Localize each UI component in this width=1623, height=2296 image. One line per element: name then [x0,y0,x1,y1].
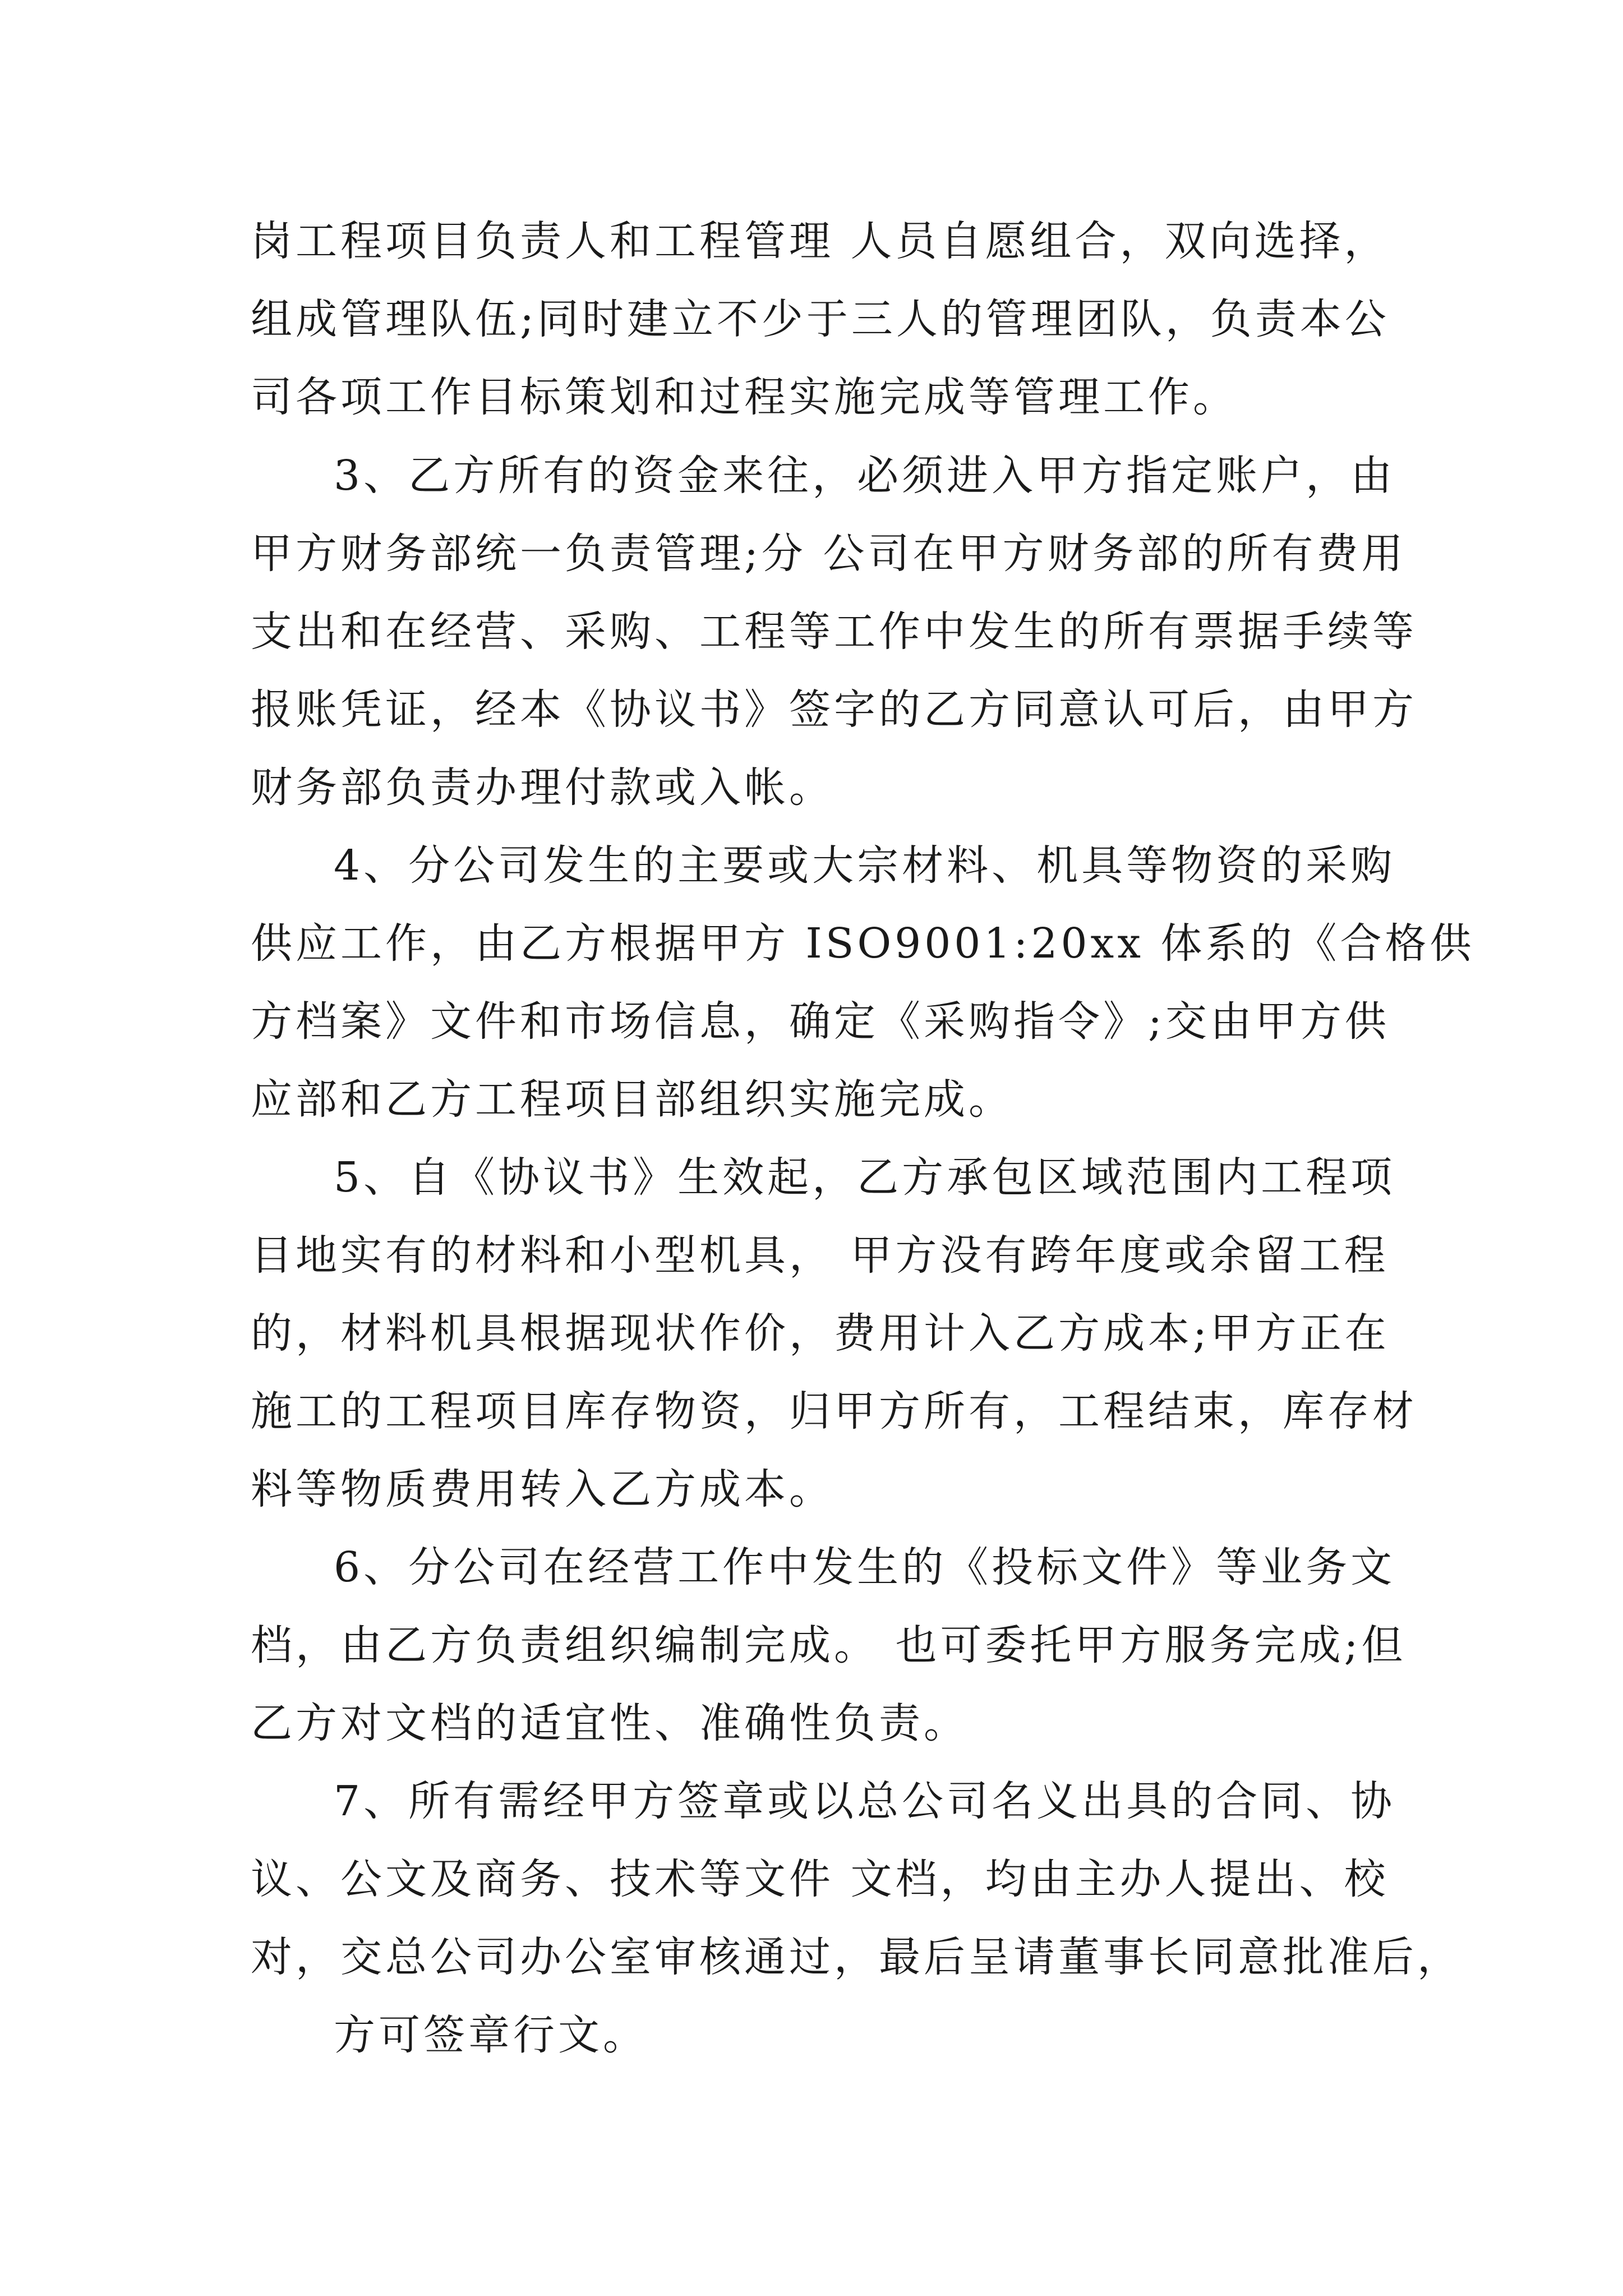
text-line: 甲方财务部统一负责管理;分 公司在甲方财务部的所有费用 [251,530,1407,578]
text-line: 对，交总公司办公室审核通过，最后呈请董事长同意批准后， [251,1933,1462,1981]
text-line: 岗工程项目负责人和工程管理 人员自愿组合，双向选择， [251,217,1389,265]
text-line: 报账凭证，经本《协议书》签字的乙方同意认可后，由甲方 [251,685,1417,734]
text-line: 的，材料机具根据现状作价，费用计入乙方成本;甲方正在 [251,1309,1390,1358]
paragraph-3-start: 3、乙方所有的资金来往，必须进入甲方指定账户，由 [334,452,1396,500]
text-line: 方可签章行文。 [334,2011,648,2059]
text-line: 财务部负责办理付款或入帐。 [251,763,834,812]
text-line: 议、公文及商务、技术等文件 文档，均由主办人提出、校 [251,1855,1389,1903]
text-line: 料等物质费用转入乙方成本。 [251,1465,834,1513]
text-line: 司各项工作目标策划和过程实施完成等管理工作。 [251,373,1238,421]
text-line: 方档案》文件和市场信息，确定《采购指令》;交由甲方供 [251,997,1390,1046]
text-line: 施工的工程项目库存物资，归甲方所有，工程结束，库存材 [251,1387,1417,1435]
text-line: 档，由乙方负责组织编制完成。 也可委托甲方服务完成;但 [251,1621,1407,1669]
text-line: 目地实有的材料和小型机具， 甲方没有跨年度或余留工程 [251,1231,1389,1280]
paragraph-7-start: 7、所有需经甲方签章或以总公司名义出具的合同、协 [334,1777,1396,1825]
text-line: 应部和乙方工程项目部组织实施完成。 [251,1075,1013,1124]
paragraph-6-start: 6、分公司在经营工作中发生的《投标文件》等业务文 [334,1543,1396,1591]
text-line: 供应工作，由乙方根据甲方 ISO9001:20xx 体系的《合格供 [251,919,1475,968]
paragraph-5-start: 5、自《协议书》生效起，乙方承包区域范围内工程项 [334,1153,1396,1202]
text-line: 支出和在经营、采购、工程等工作中发生的所有票据手续等 [251,608,1417,656]
paragraph-4-start: 4、分公司发生的主要或大宗材料、机具等物资的采购 [334,841,1396,890]
text-line: 乙方对文档的适宜性、准确性负责。 [251,1699,969,1747]
text-line: 组成管理队伍;同时建立不少于三人的管理团队，负责本公 [251,295,1390,343]
